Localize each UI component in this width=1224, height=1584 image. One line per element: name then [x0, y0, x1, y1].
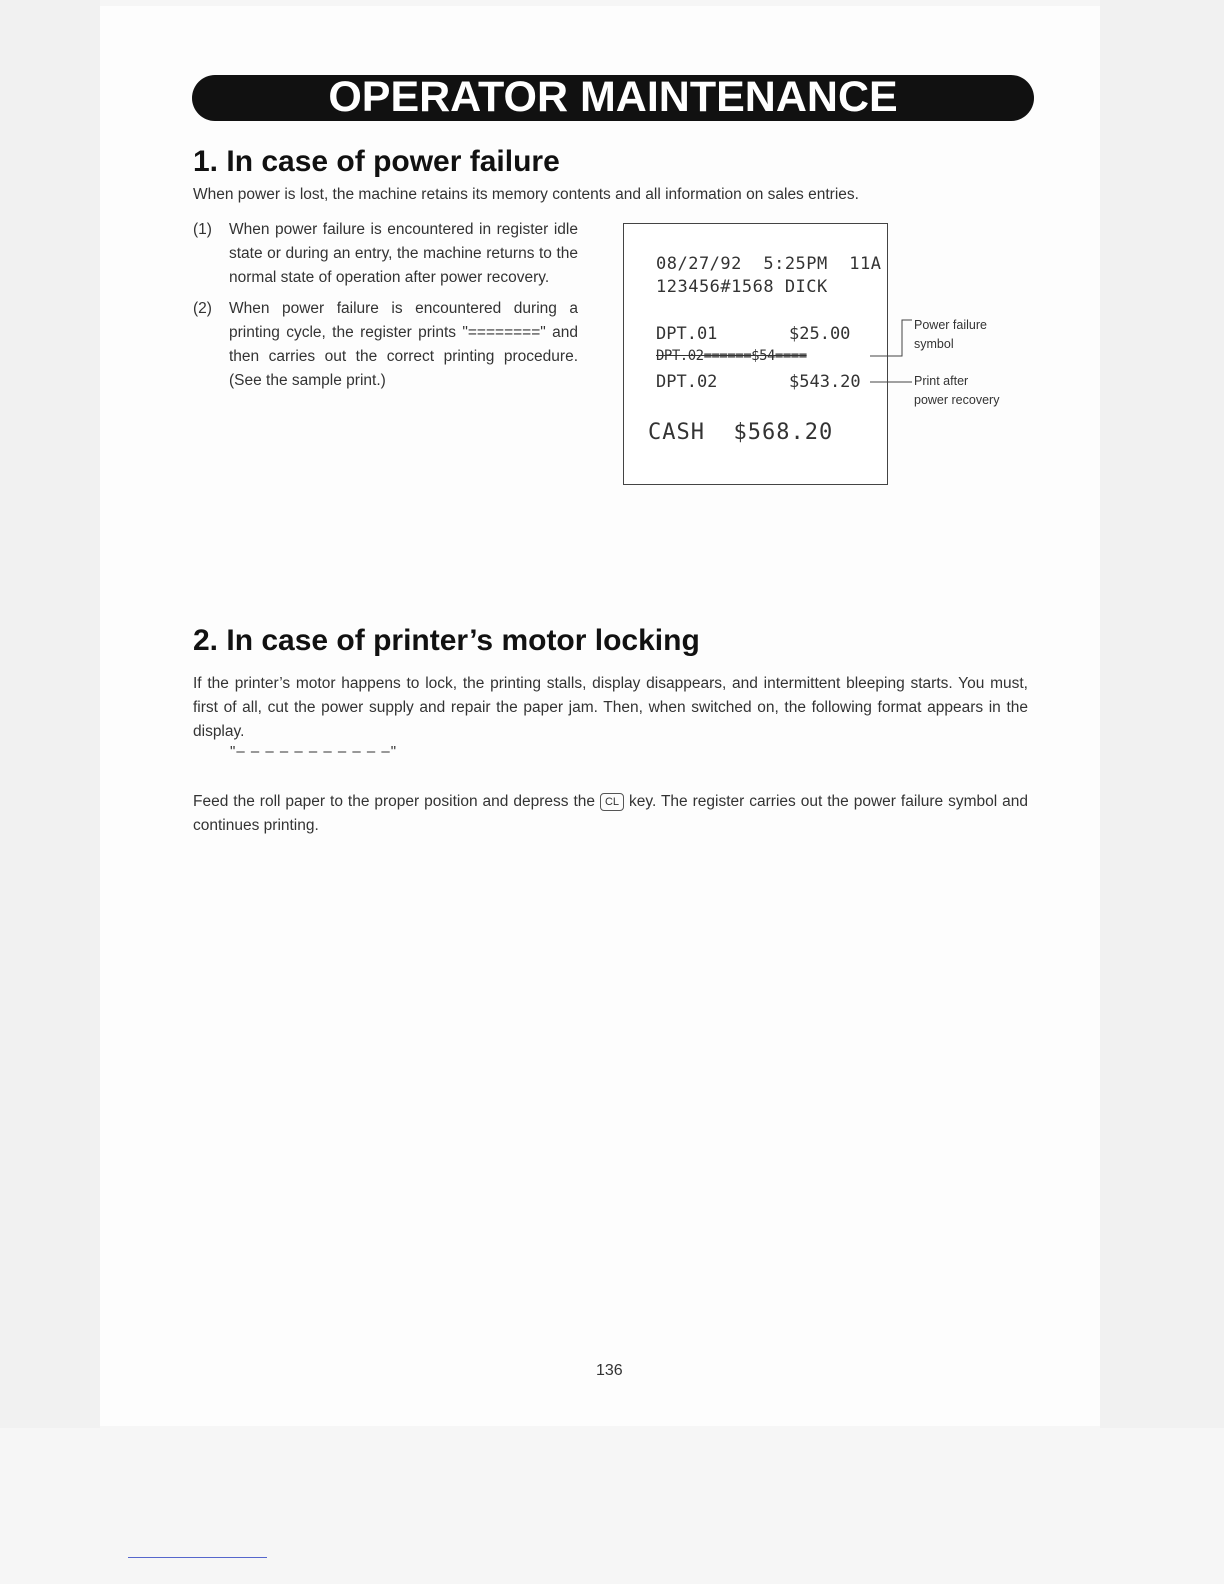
- power-failure-leader: [870, 320, 912, 356]
- page-number: 136: [596, 1362, 623, 1379]
- item-number: (1): [193, 221, 212, 238]
- footer-rule: [128, 1557, 267, 1558]
- para-text: key. The register carries out the power failure symbol and continues printing.: [193, 793, 1029, 834]
- banner-title: OPERATOR MAINTENANCE: [328, 73, 898, 121]
- print-after-callout: [914, 372, 999, 410]
- callout-line: power recovery: [914, 393, 1000, 407]
- display-format: "– – – – – – – – – – –": [230, 743, 398, 760]
- power-failure-callout: [914, 316, 987, 354]
- receipt-dept2-label: DPT.02: [656, 372, 718, 392]
- receipt-id-line: 123456#1568 DICK: [656, 277, 828, 297]
- receipt-dept1-label: DPT.01: [656, 324, 718, 344]
- item-number: (2): [193, 300, 212, 317]
- receipt-total: CASH $568.20: [648, 420, 834, 445]
- callout-line: Power failure: [914, 318, 987, 332]
- receipt-dept2-amount: $543.20: [789, 372, 861, 392]
- receipt-failure-line: DPT.02======$54====: [656, 348, 807, 364]
- section2-paragraph: If the printer’s motor happens to lock, the printing stalls, display disappears, and intermittent bleeping starts. You must, first of all, cut the power supply and repair the paper jam. Then, when switched on, the following format appears in the display.: [193, 675, 1028, 740]
- section1-intro: When power is lost, the machine retains its memory contents and all information on sales entries.: [193, 186, 859, 203]
- receipt-dept1-amount: $25.00: [789, 324, 851, 344]
- para-text: Feed the roll paper to the proper position and depress the: [193, 793, 596, 810]
- item-text: When power failure is encountered during a printing cycle, the register prints "========" and then carries out the correct printing procedure. (See the sample print.): [229, 300, 578, 389]
- item-text: When power failure is encountered in register idle state or during an entry, the machine returns to the normal state of operation after power recovery.: [229, 221, 578, 286]
- receipt-date-line: 08/27/92 5:25PM 11A: [656, 254, 882, 274]
- callout-line: symbol: [914, 337, 954, 351]
- callout-line: Print after: [914, 374, 969, 388]
- section2-heading: 2. In case of printer’s motor locking: [193, 624, 700, 657]
- section1-heading: 1. In case of power failure: [193, 145, 560, 178]
- section2-paragraph-2: [193, 790, 1028, 838]
- cl-key-icon: CL: [600, 793, 624, 811]
